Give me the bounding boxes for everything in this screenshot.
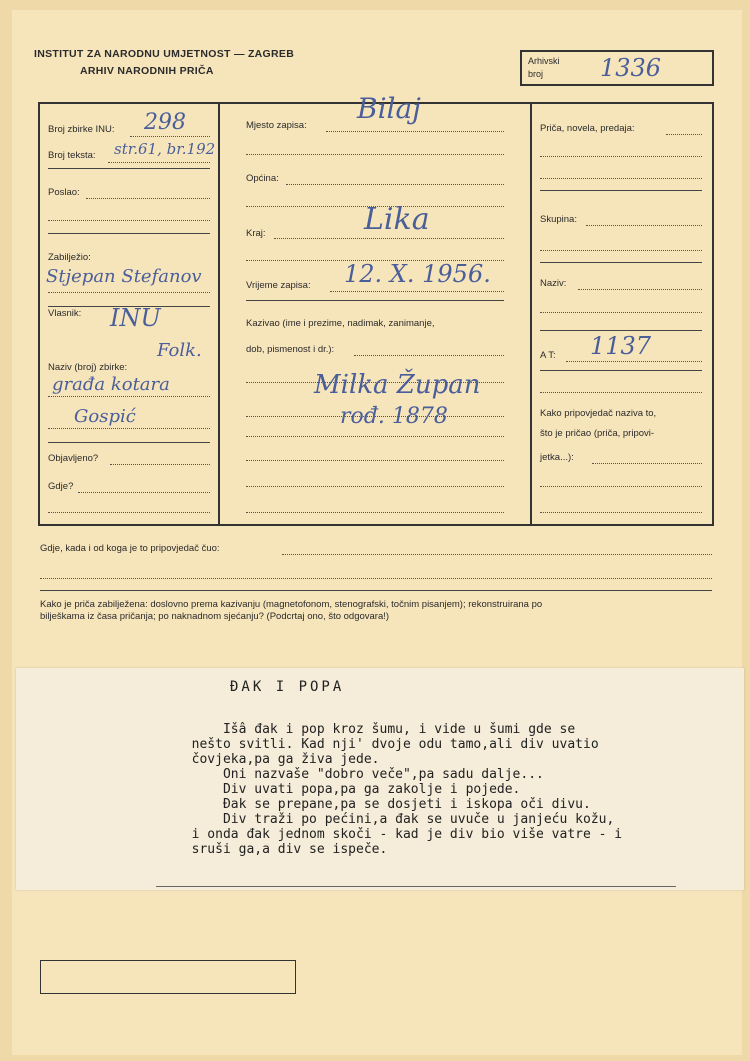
- story-title: ĐAK I POPA: [230, 679, 345, 695]
- rule: [246, 300, 504, 301]
- where-line-2: [48, 512, 210, 513]
- narrator-term-line: [592, 463, 702, 464]
- where-line: [78, 492, 210, 493]
- sent-line: [86, 198, 210, 199]
- where-label: Gdje?: [48, 481, 74, 492]
- collection-name-line-a: [48, 396, 210, 397]
- how-recorded-line-2: bilješkama iz časa pričanja; po naknadnom sjećanju? (Podcrtaj ono, što odgovara!): [40, 611, 390, 622]
- archive-name: ARHIV NARODNIH PRIČA: [80, 65, 214, 77]
- published-line: [110, 464, 210, 465]
- collection-no-value: 298: [144, 110, 186, 135]
- collection-name-line1: Folk.: [157, 340, 202, 361]
- story-line: čovjeka,pa ga živa jede.: [176, 752, 380, 767]
- narrator-label-2: dob, pismenost i dr.):: [246, 344, 335, 355]
- published-label: Objavljeno?: [48, 453, 99, 464]
- type-line-2: [540, 156, 702, 157]
- narrator-term-label-2: što je pričao (priča, pripovi-: [540, 428, 655, 439]
- sent-line-2: [48, 220, 210, 221]
- narrator-term-label-1: Kako pripovjedač naziva to,: [540, 408, 657, 419]
- institute-name: INSTITUT ZA NARODNU UMJETNOST — ZAGREB: [34, 48, 295, 60]
- story-line: sruši ga,a div se ispeče.: [176, 842, 388, 857]
- date-value: 12. X. 1956.: [344, 260, 491, 288]
- collection-no-label: Broj zbirke INU:: [48, 124, 115, 135]
- name-line: [578, 289, 702, 290]
- text-no-label: Broj teksta:: [48, 150, 96, 161]
- narrator-line-6: [246, 486, 504, 487]
- recorded-by-label: Zabilježio:: [48, 252, 91, 263]
- type-line: [666, 134, 702, 135]
- date-line: [330, 291, 504, 292]
- rule: [540, 370, 702, 371]
- rule: [48, 168, 210, 169]
- text-no-line: [108, 162, 210, 163]
- at-line-2: [540, 392, 702, 393]
- archive-number-box: [520, 50, 714, 86]
- divider-left: [218, 102, 220, 526]
- date-label: Vrijeme zapisa:: [246, 280, 311, 291]
- place-line: [326, 131, 504, 132]
- narrator-value: Milka Župan: [314, 370, 481, 400]
- group-label: Skupina:: [540, 214, 577, 225]
- archive-card: [12, 10, 742, 1055]
- rule: [48, 233, 210, 234]
- rule: [40, 590, 712, 591]
- slip-rule: [156, 886, 676, 887]
- type-label: Priča, novela, predaja:: [540, 123, 635, 134]
- narrator-line: [354, 355, 504, 356]
- at-value: 1137: [590, 332, 652, 360]
- rule: [540, 330, 702, 331]
- group-line-2: [540, 250, 702, 251]
- municipality-line: [286, 184, 504, 185]
- narrator-line-7: [246, 512, 504, 513]
- recorded-by-line: [48, 292, 210, 293]
- heard-label: Gdje, kada i od koga je to pripovjedač čuo:: [40, 543, 220, 554]
- narrator-term-line-3: [540, 512, 702, 513]
- story-line: Đak se prepane,pa se dosjeti i iskopa oči divu.: [176, 797, 591, 812]
- municipality-label: Općina:: [246, 173, 279, 184]
- heard-line-2: [40, 578, 712, 579]
- region-line: [274, 238, 504, 239]
- story-line: Div uvati popa,pa ga zakolje i pojede.: [176, 782, 521, 797]
- sent-label: Poslao:: [48, 187, 80, 198]
- rule: [540, 262, 702, 263]
- divider-right: [530, 102, 532, 526]
- collection-name-line2: građa kotara: [52, 374, 170, 395]
- bottom-box: [40, 960, 296, 994]
- story-line: i onda đak jednom skoči - kad je div bio više vatre - i: [176, 827, 623, 842]
- place-label: Mjesto zapisa:: [246, 120, 307, 131]
- collection-no-line: [130, 136, 210, 137]
- archive-number-label: Arhivski broj: [528, 56, 560, 79]
- narrator-term-label-3: jetka...):: [540, 452, 574, 463]
- narrator-born: rođ. 1878: [340, 404, 448, 429]
- rule: [48, 442, 210, 443]
- name-label: Naziv:: [540, 278, 567, 289]
- group-line: [586, 225, 702, 226]
- heard-line: [282, 554, 712, 555]
- story-line: nešto svitli. Kad nji' dvoje odu tamo,ali div uvatio: [176, 737, 599, 752]
- at-line: [566, 361, 702, 362]
- collection-name-line3: Gospić: [74, 406, 136, 427]
- name-line-2: [540, 312, 702, 313]
- recorded-by-value: Stjepan Stefanov: [46, 266, 202, 287]
- collection-name-line-b: [48, 428, 210, 429]
- story-slip: [16, 668, 744, 890]
- collection-name-label: Naziv (broj) zbirke:: [48, 362, 128, 373]
- owner-label: Vlasnik:: [48, 308, 82, 319]
- story-line: Div traži po pećini,a đak se uvuče u janjeću kožu,: [176, 812, 615, 827]
- story-line: Oni nazvaše "dobro veče",pa sadu dalje...: [176, 767, 544, 782]
- region-value: Lika: [364, 202, 430, 237]
- story-line: Išâ đak i pop kroz šumu, i vide u šumi gde se: [176, 722, 576, 737]
- narrator-label: Kazivao (ime i prezime, nadimak, zanimanje,: [246, 318, 435, 329]
- how-recorded-line-1: Kako je priča zabilježena: doslovno prema kazivanju (magnetofonom, stenografski, točnim pisanjem); rekonstruirana po: [40, 599, 543, 610]
- owner-value: INU: [110, 304, 161, 332]
- narrator-term-line-2: [540, 486, 702, 487]
- narrator-line-4: [246, 436, 504, 437]
- place-line-2: [246, 154, 504, 155]
- region-label: Kraj:: [246, 228, 266, 239]
- place-value: Bilaj: [357, 92, 421, 125]
- at-label: A T:: [540, 350, 556, 361]
- text-no-value: str.61, br.192: [114, 140, 216, 158]
- archive-number-value: 1336: [600, 54, 662, 82]
- type-line-3: [540, 178, 702, 179]
- rule: [540, 190, 702, 191]
- narrator-line-5: [246, 460, 504, 461]
